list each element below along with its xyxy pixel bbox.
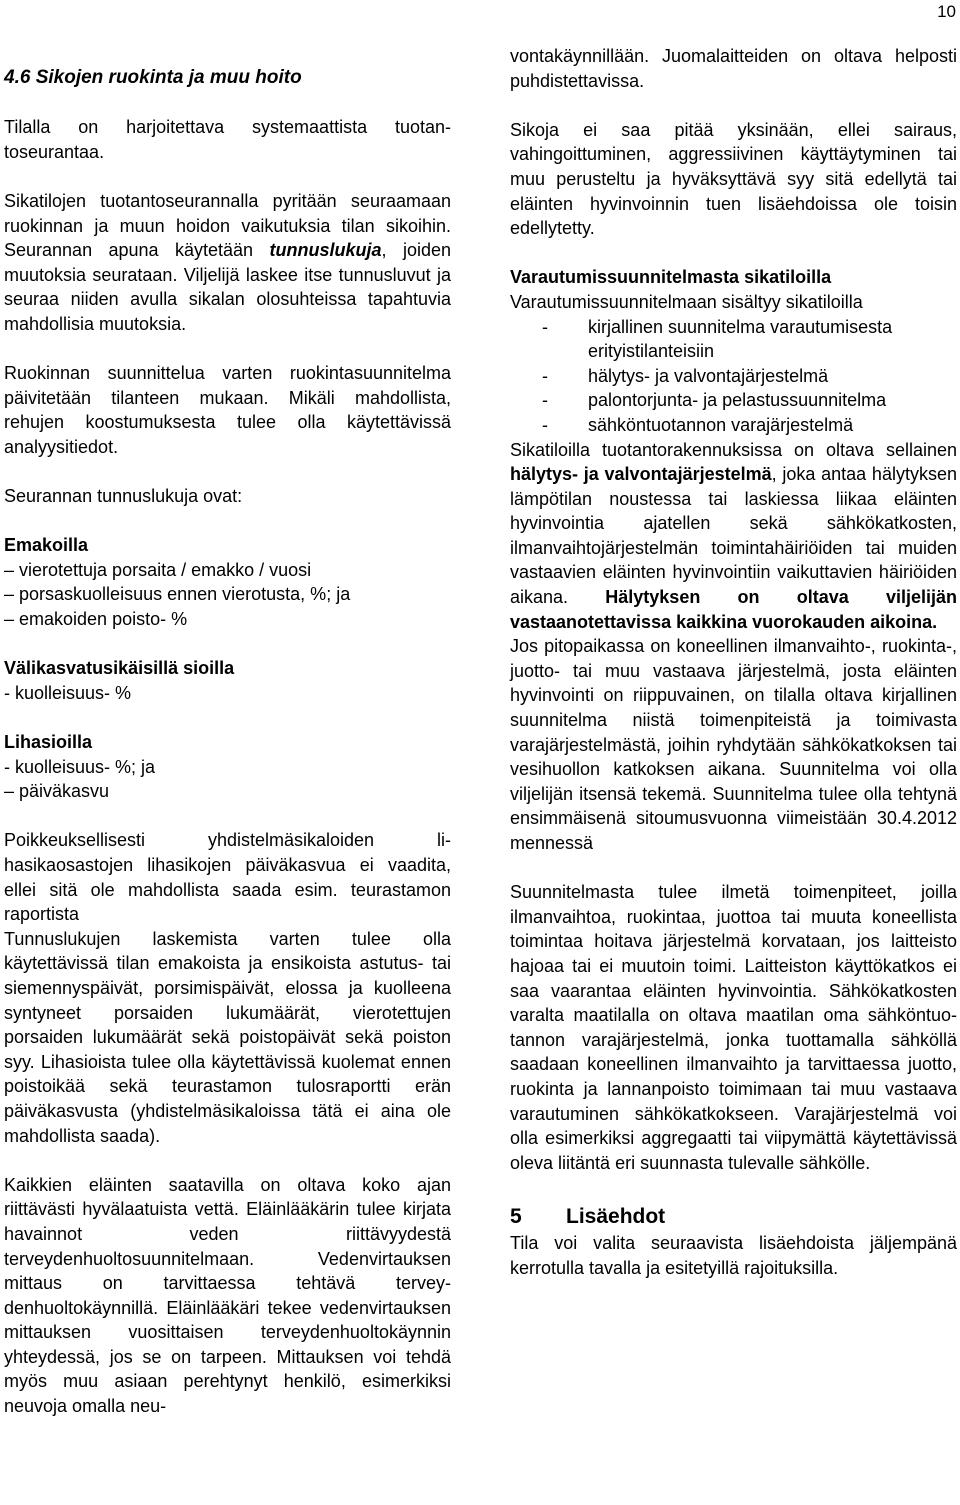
list-item: - hälytys- ja valvontajärjestelmä [542, 365, 829, 386]
section-heading: 4.6 Sikojen ruokinta ja muu hoito [4, 67, 302, 88]
list-item: – päiväkasvu [4, 781, 110, 802]
paragraph: Sikatiloilla tuotantorakennuksissa on oltava sellainen hälytys- ja valvontajärjestelmä, joka antaa hälytyksen lämpötilan noustessa tai laskiessa liikaa eläinten hyvinvointia ajatellen sekä sähkökatkosten, ilmanvaihtojärjestelmän toimintahäiriöiden tai muiden vastaavien eläinten hyvinvointiin vaikuttavien häiriöiden aikana. Hälytyksen on oltava viljelijän vastaanotettavissa kaikkina vuorokauden aikoina. [510, 439, 958, 632]
paragraph: Jos pitopaikassa on koneellinen ilmanvaihto-, ruokinta-, juotto- tai muu vastaava järjestelmä, josta eläinten hyvinvointi on riippuvainen, on tilalla oltava kirjallinen suunnitelma niistä toimenpiteistä ja toimivasta varajärjestelmästä, joihin ryhdytään sähkökatkoksen tai vesihuollon katkoksen aikana. Suunnitelma voi olla viljelijän itsensä tekemä. Suunnitelma tulee olla tehtynä ensimmäisenä sitoumusvuonna viimeistään 30.4.2012 mennessä [510, 636, 957, 853]
list-item: – emakoiden poisto- % [4, 609, 188, 630]
subheading-emakoilla: Emakoilla [4, 535, 89, 556]
paragraph: Suunnitelmasta tulee ilmetä toimenpiteet, joilla ilmanvaihtoa, ruokintaa, juottoa tai muuta koneellista toimintaa hoitava järjestelmä korvataan, jos laitteisto hajoaa tai ei muutoin toimi. Laitteiston käyttökatkos ei saa vaarantaa eläinten hyvinvointia. Sähkökatkosten varalta maatilalla on oltava maatilan oma sähköntuotannon varajärjestelmä, jonka tuottamalla sähköllä saadaan koneellinen ilmanvaihto ja tarvittaessa juotto, ruokinta ja lannanpoisto toimimaan tai muu vastaava varautuminen sähkökatkokseen. Varajärjestelmä voi olla esimerkiksi aggregaatti tai viipymättä käytettävissä oleva liitäntä eri suunnasta tulevalle sähkölle. [510, 882, 957, 1173]
list-item: - kirjallinen suunnitelma varautumisesta erityistilanteisiin [542, 316, 893, 362]
subheading-lihasioilla: Lihasioilla [4, 732, 93, 753]
paragraph: Seurannan tunnuslukuja ovat: [4, 486, 243, 507]
paragraph: Sikoja ei saa pitää yksinään, ellei sairaus, vahingoittuminen, aggressiivinen käyttäytyminen tai muu perusteltu ja hyväksyttävä syy sitä edellytä tai eläinten hyvinvoinnin tuen lisäehdoissa ole toisin edellytetty. [510, 119, 957, 239]
left-column [4, 66, 451, 1419]
subheading-valikasvatus: Välikasvatusikäisillä sioilla [4, 658, 235, 679]
paragraph: Kaikkien eläinten saatavilla on oltava koko ajan riittävästi hyvälaatuista vettä. Eläinlääkärin tulee kirjata havainnot veden riittävyydestä terveydenhuoltosuunnitelmaan. Vedenvirtauksen mittaus on tarvittaessa tehtävä terveydenhuoltokäynnillä. Eläinlääkäri tekee vedenvirtauksen mittauksen vuosittaisen terveydenhuoltokäynnin yhteydessä, jos se on tarpeen. Mittauksen voi tehdä myös muu asiaan perehtynyt henkilö, esimerkiksi neuvoja omalla neu- [4, 1174, 451, 1417]
list-item: - kuolleisuus- %; ja [4, 756, 156, 777]
page-number: 10 [937, 2, 956, 21]
emphasis-term: tunnuslukuja [269, 240, 382, 261]
list-item: – porsaskuolleisuus ennen vierotusta, %; ja [4, 584, 351, 605]
paragraph: Tilalla on harjoitettava systemaattista tuotantoseurantaa. [4, 117, 451, 162]
paragraph: Tunnuslukujen laskemista varten tulee olla käytettävissä tilan emakoista ja ensikoista astutus- tai siemennyspäivät, porsimispäivät, elossa ja kuolleena syntyneet porsaiden lukumäärät, vierotettujen porsaiden lukumäärät sekä poistopäivät sekä poiston syy. Lihasioista tulee olla käytettävissä kuolemat ennen poistoikää sekä teurastamon tulosraportti erän päiväkasvusta (yhdistelmäsikaloissa tätä ei aina ole mahdollista saada). [4, 928, 451, 1146]
paragraph: Poikkeuksellisesti yhdistelmäsikaloiden lihasikaosastojen lihasikojen päiväkasvua ei vaadita, ellei sitä ole mahdollista saada esim. teurastamon raportista [4, 830, 451, 925]
paragraph: Ruokinnan suunnittelua varten ruokintasuunnitelma päivitetään tilanteen mukaan. Mikäli mahdollista, rehujen koostumuksesta tulee olla käytettävissä analyysitiedot. [4, 363, 451, 457]
list-item: - kuolleisuus- % [4, 682, 132, 703]
emphasis-sentence: Hälytyksen on oltava viljelijän vastaanotettavissa kaikkina vuorokauden aikoina. [510, 587, 958, 632]
paragraph: vontakäynnillään. Juomalaitteiden on oltava helposti puhdistettavissa. [510, 46, 957, 91]
chapter-heading: 5 Lisäehdot [510, 1205, 666, 1229]
right-column [510, 44, 957, 1281]
paragraph: Sikatilojen tuotantoseurannalla pyritään seuraamaan ruokinnan ja muun hoidon vaikutuksia tilan sikoihin. Seurannan apuna käytetään tunnuslukuja, joiden muutoksia seurataan. Viljelijä laskee itse tunnusluvut ja seuraa niiden avulla sikalan olosuhteissa tapahtuvia mahdollisia muutoksia. [4, 190, 451, 334]
paragraph: Tila voi valita seuraavista lisäehdoista jäljempänä kerrotulla tavalla ja esitetyillä rajoituksilla. [510, 1233, 957, 1278]
subheading-varautuminen: Varautumissuunnitelmasta sikatiloilla [510, 267, 832, 288]
emphasis-term: hälytys- ja valvontajärjestelmä [510, 464, 772, 485]
list-item: – vierotettuja porsaita / emakko / vuosi [4, 559, 312, 580]
paragraph: Varautumissuunnitelmaan sisältyy sikatiloilla [510, 291, 863, 312]
list-item: - palontorjunta- ja pelastussuunnitelma [542, 390, 887, 411]
list-item: - sähköntuotannon varajärjestelmä [542, 414, 854, 435]
